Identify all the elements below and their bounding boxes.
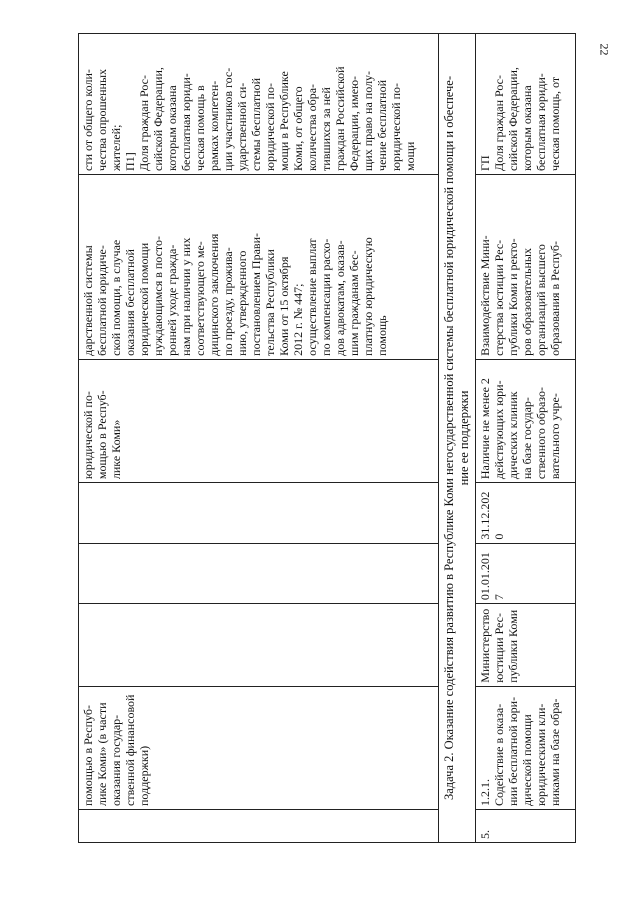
start-date-cell: 01.01.2017 [476,543,576,604]
end-date-cell: 31.12.2020 [476,483,576,544]
page-number: 22 [597,43,612,56]
executor-cell: Министерство юстиции Рес- публики Коми [476,604,576,687]
measure-cell: 1.2.1. Содействие в оказа- нии бесплатной юри- дической помощи юридическими кли- никами на базе обра- [476,686,576,809]
table-row [476,34,576,843]
row-number: 5. [476,809,576,842]
table-cell: сти от общего коли- чества опрошенных жителей; П1] Доля граждан Рос- сийской Федерации, которым оказана бесплатная юриди- ческая помощь в рамках компетен- ции участников гос- ударственной си- стемы бесплатной юридической по- мощи в Республике Коми, от общего количества обра- тившихся за ней граждан Российской Федерации, имею- щих право на полу- чение бесплатной юридической по- мощи [79,34,439,175]
table-cell [79,604,439,687]
table-cell: дарственной системы бесплатной юридиче- ской помощи, в случае оказания бесплатной юридической помощи нуждающимся в посто- ронней уходе гражда- нам при наличии у них соответствующего ме- дицинского заключения по проезду, прожива- нию, утвержденного постановлением Прави- тельства Республики Коми от 15 октября 2012 г. № 447; осуществление выплат по компенсации расхо- дов адвокатам, оказав- шим гражданам бес- платную юридическую помощь [79,174,439,359]
table-cell: юридической по- мощью в Респуб- лике Коми» [79,359,439,482]
table-cell [79,809,439,842]
table-cell: помощью в Респуб- лике Коми» (в части оказания государ- ственной финансовой поддержки) [79,686,439,809]
task-heading: Задача 2. Оказание содействия развитию в Республике Коми негосударственной системы бесплатной юридической помощи и обеспече- ние ее поддержки [439,34,476,843]
content-cell: Взаимодействие Мини- стерства юстиции Рес- публики Коми и ректо- ров образовательных организаций высшего образования в Респуб- [476,174,576,359]
table-cell [79,543,439,604]
indicator-cell: ГП Доля граждан Рос- сийской Федерации, которым оказана бесплатная юриди- ческая помощь, от [476,34,576,175]
table-cell [79,483,439,544]
task-heading-row [439,34,476,843]
program-measures-table [78,33,576,843]
result-cell: Наличие не менее 2 действующих юри- дических клиник на базе государ- ственного образо- вательного учре- [476,359,576,482]
rotated-table-wrapper [78,33,562,843]
table-row [79,34,439,843]
